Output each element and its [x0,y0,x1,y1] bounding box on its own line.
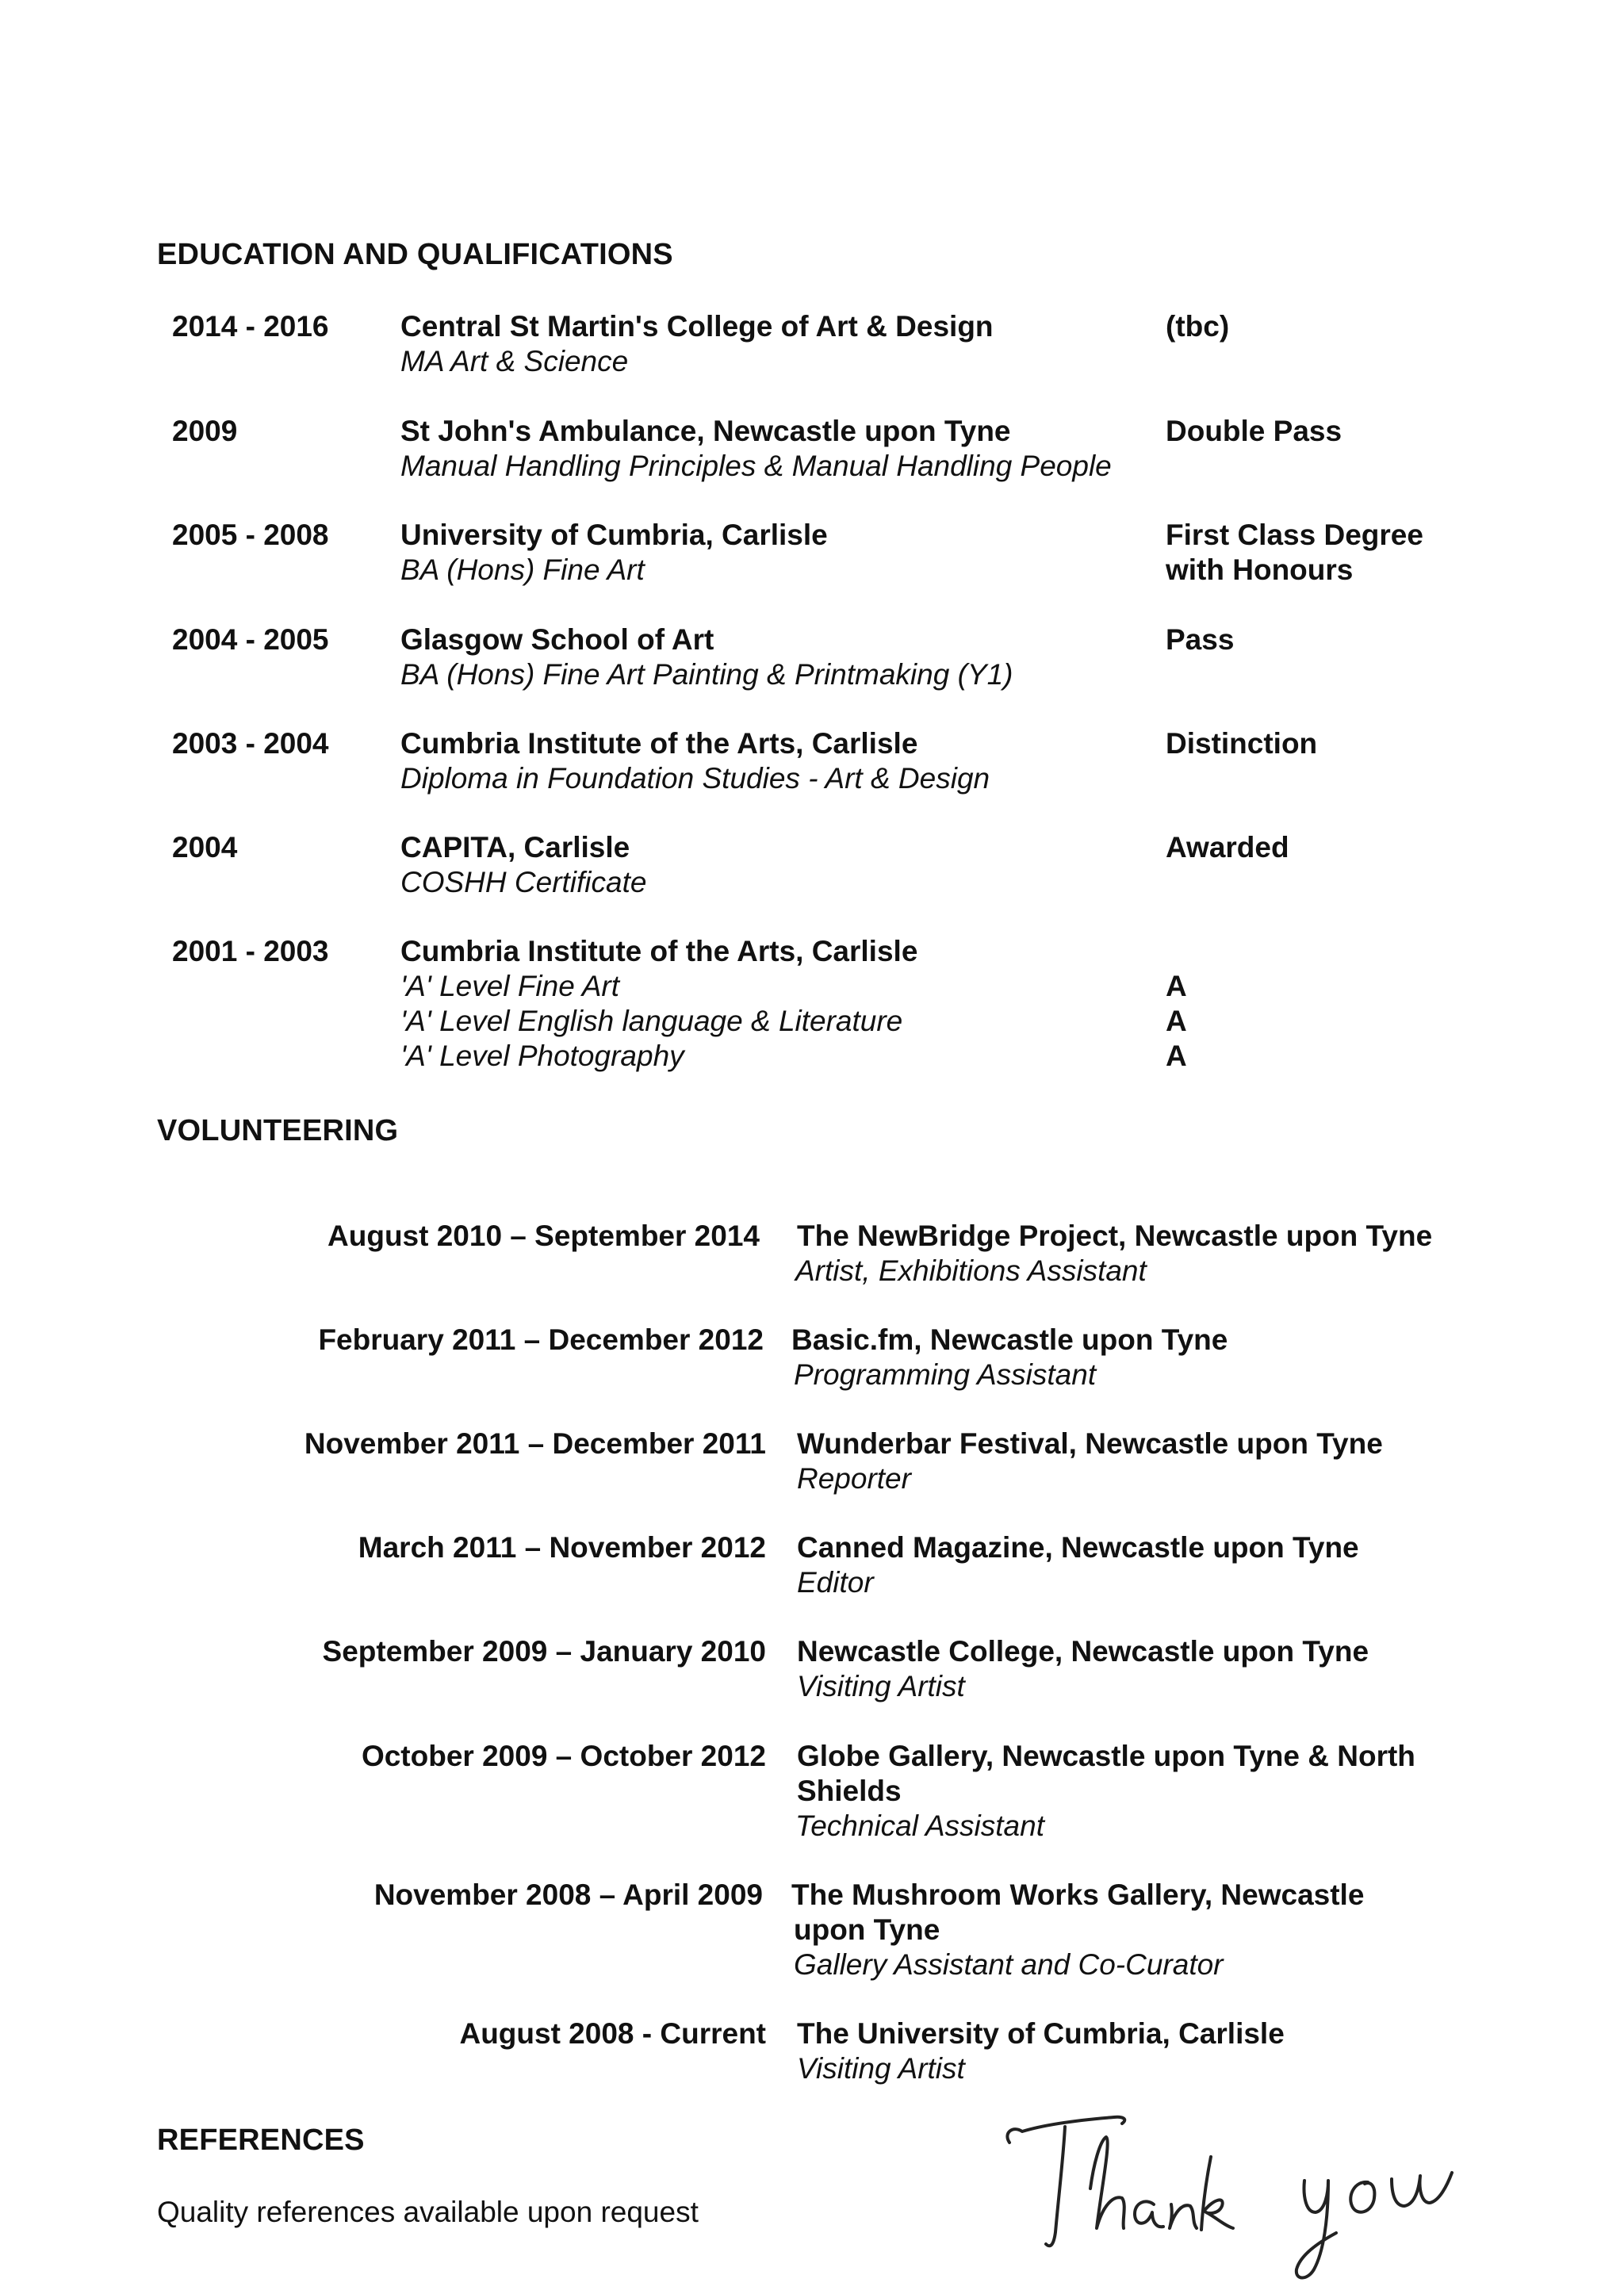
volunteering-role: Programming Assistant [794,1358,1097,1391]
education-result: with Honours [1166,553,1354,586]
education-result: Distinction [1166,727,1318,760]
volunteering-dates: November 2011 – December 2011 [304,1427,766,1460]
education-course: MA Art & Science [400,345,629,377]
volunteering-role: Artist, Exhibitions Assistant [795,1254,1147,1287]
education-course: Manual Handling Principles & Manual Handling People [400,450,1112,482]
subject-name: 'A' Level Fine Art [400,970,619,1002]
education-course: BA (Hons) Fine Art Painting & Printmaking (Y1) [400,658,1013,691]
education-institution: University of Cumbria, Carlisle [400,519,828,551]
volunteering-organisation: The University of Cumbria, Carlisle [797,2017,1285,2050]
volunteering-dates: October 2009 – October 2012 [361,1740,766,1772]
education-result: Double Pass [1166,415,1342,447]
education-institution: CAPITA, Carlisle [400,831,630,864]
subject-grade: A [1166,970,1187,1002]
education-years: 2009 [172,415,238,447]
education-result: First Class Degree [1166,519,1423,551]
volunteering-dates: November 2008 – April 2009 [373,1878,763,1911]
volunteering-dates: September 2009 – January 2010 [322,1635,766,1668]
volunteering-dates: August 2008 - Current [459,2017,766,2050]
education-institution: Cumbria Institute of the Arts, Carlisle [400,935,918,967]
education-years: 2003 - 2004 [172,727,329,760]
thank-you-signature [995,2093,1487,2292]
volunteering-organisation: The Mushroom Works Gallery, Newcastle [791,1878,1365,1911]
volunteering-role: Editor [797,1566,874,1599]
volunteering-organisation: Shields [797,1775,902,1807]
references-heading: REFERENCES [157,2124,365,2157]
education-years: 2004 - 2005 [172,623,329,656]
subject-name: 'A' Level Photography [400,1040,684,1072]
volunteering-dates: February 2011 – December 2012 [318,1323,764,1356]
education-course: BA (Hons) Fine Art [400,553,645,586]
subject-name: 'A' Level English language & Literature [400,1005,903,1037]
volunteering-role: Gallery Assistant and Co-Curator [794,1948,1224,1981]
education-institution: Central St Martin's College of Art & Design [400,310,994,343]
education-result: Awarded [1166,831,1289,864]
volunteering-organisation: Newcastle College, Newcastle upon Tyne [797,1635,1369,1668]
volunteering-organisation: upon Tyne [794,1913,940,1946]
subject-grade: A [1166,1005,1187,1037]
volunteering-dates: March 2011 – November 2012 [358,1531,766,1564]
volunteering-organisation: Canned Magazine, Newcastle upon Tyne [797,1531,1359,1564]
volunteering-organisation: Wunderbar Festival, Newcastle upon Tyne [797,1427,1383,1460]
volunteering-role: Visiting Artist [797,1670,965,1702]
education-heading: EDUCATION AND QUALIFICATIONS [157,238,673,271]
education-institution: St John's Ambulance, Newcastle upon Tyne [400,415,1011,447]
volunteering-role: Reporter [797,1462,911,1495]
volunteering-dates: August 2010 – September 2014 [327,1220,760,1252]
education-years: 2005 - 2008 [172,519,329,551]
volunteering-heading: VOLUNTEERING [157,1114,399,1147]
education-course: COSHH Certificate [400,866,647,898]
volunteering-role: Technical Assistant [795,1810,1044,1842]
education-course: Diploma in Foundation Studies - Art & Design [400,762,990,795]
volunteering-organisation: Globe Gallery, Newcastle upon Tyne & North [797,1740,1415,1772]
references-text: Quality references available upon request [157,2196,699,2228]
education-institution: Glasgow School of Art [400,623,714,656]
subject-grade: A [1166,1040,1187,1072]
volunteering-organisation: The NewBridge Project, Newcastle upon Tyne [797,1220,1433,1252]
volunteering-organisation: Basic.fm, Newcastle upon Tyne [791,1323,1228,1356]
volunteering-role: Visiting Artist [797,2052,965,2085]
education-years: 2014 - 2016 [172,310,329,343]
education-years: 2001 - 2003 [172,935,329,967]
education-result: (tbc) [1166,310,1230,343]
education-result: Pass [1166,623,1235,656]
education-years: 2004 [172,831,238,864]
education-institution: Cumbria Institute of the Arts, Carlisle [400,727,918,760]
